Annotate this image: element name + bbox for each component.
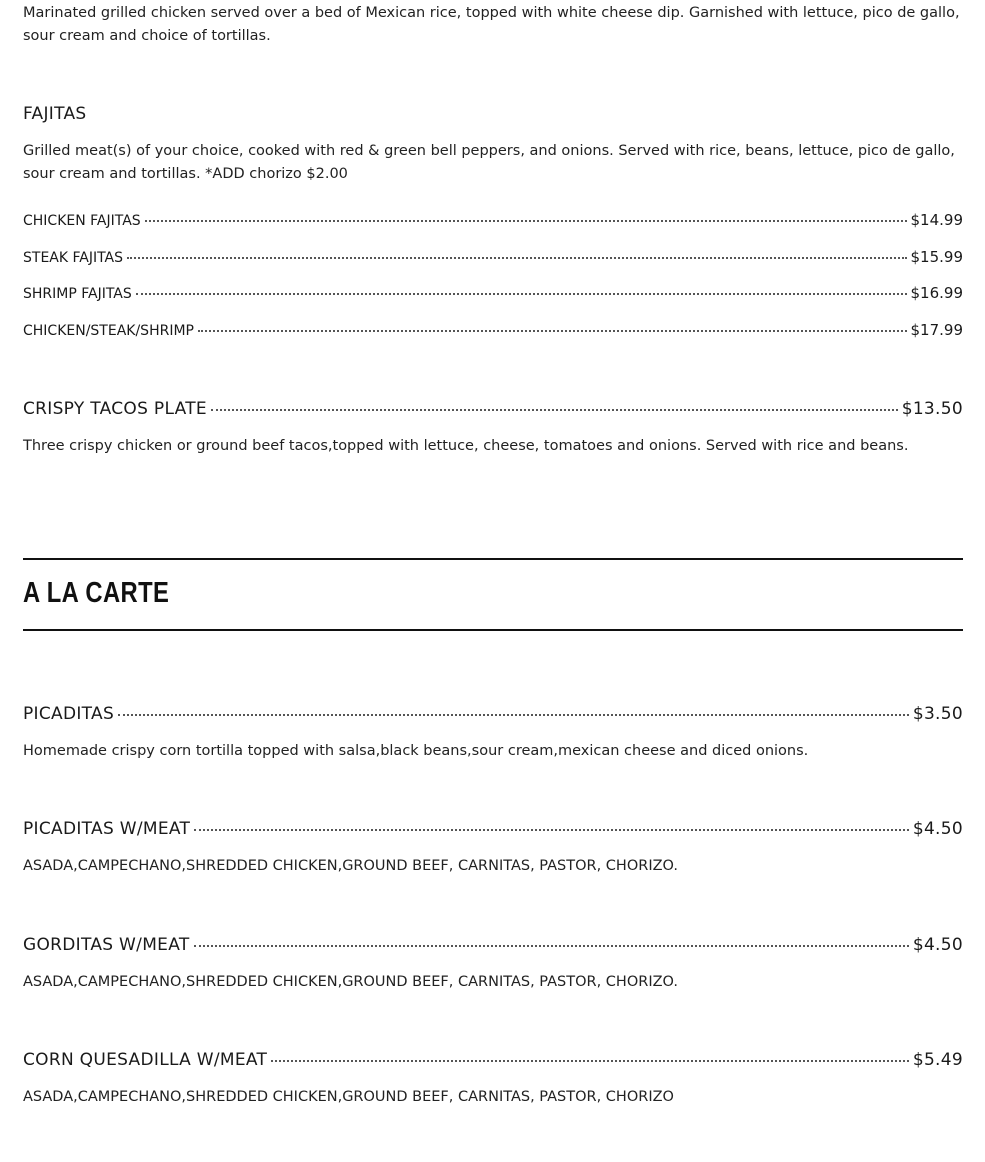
dot-leader xyxy=(118,714,909,716)
item-price: $4.50 xyxy=(912,819,963,839)
item-price: $13.50 xyxy=(901,399,963,419)
item-name: CORN QUESADILLA W/MEAT xyxy=(23,1050,268,1070)
item-description: ASADA,CAMPECHANO,SHREDDED CHICKEN,GROUND BEEF, CARNITAS, PASTOR, CHORIZO xyxy=(23,1089,674,1105)
item-name: STEAK FAJITAS xyxy=(23,250,124,266)
menu-item-crispy-tacos xyxy=(23,399,963,419)
menu-item-combo-fajitas xyxy=(23,321,963,339)
item-description: ASADA,CAMPECHANO,SHREDDED CHICKEN,GROUND BEEF, CARNITAS, PASTOR, CHORIZO. xyxy=(23,974,678,990)
item-price: $15.99 xyxy=(910,248,963,266)
item-price: $5.49 xyxy=(912,1050,963,1070)
item-name: PICADITAS xyxy=(23,704,115,724)
section-divider-bottom xyxy=(23,629,963,631)
item-name: CHICKEN FAJITAS xyxy=(23,213,141,229)
dot-leader xyxy=(194,945,909,947)
menu-item-shrimp-fajitas xyxy=(23,284,963,302)
section-divider-top xyxy=(23,558,963,560)
menu-item-picaditas xyxy=(23,704,963,724)
item-name: GORDITAS W/MEAT xyxy=(23,935,190,955)
item-price: $16.99 xyxy=(910,284,963,302)
item-price: $14.99 xyxy=(910,211,963,229)
item-name: PICADITAS W/MEAT xyxy=(23,819,191,839)
dot-leader xyxy=(211,409,898,411)
menu-item-gorditas-meat xyxy=(23,935,963,955)
dot-leader xyxy=(136,293,907,295)
item-description: Three crispy chicken or ground beef tacos,topped with lettuce, cheese, tomatoes and onions. Served with rice and beans. xyxy=(23,438,909,454)
dot-leader xyxy=(194,829,909,831)
item-description: ASADA,CAMPECHANO,SHREDDED CHICKEN,GROUND BEEF, CARNITAS, PASTOR, CHORIZO. xyxy=(23,858,678,874)
item-price: $17.99 xyxy=(910,321,963,339)
item-description: Marinated grilled chicken served over a bed of Mexican rice, topped with white cheese dip. Garnished with lettuce, pico de gallo, sour cream and choice of tortillas. xyxy=(23,5,960,44)
item-price: $3.50 xyxy=(912,704,963,724)
fajitas-description: Grilled meat(s) of your choice, cooked with red & green bell peppers, and onions. Served with rice, beans, lettuce, pico de gallo, sour cream and tortillas. *ADD chorizo $2.00 xyxy=(23,143,955,182)
dot-leader xyxy=(198,330,907,332)
item-description: Homemade crispy corn tortilla topped with salsa,black beans,sour cream,mexican cheese and diced onions. xyxy=(23,743,809,759)
dot-leader xyxy=(127,257,906,259)
menu-item-picaditas-meat xyxy=(23,819,963,839)
section-heading: A LA CARTE xyxy=(23,577,170,609)
item-price: $4.50 xyxy=(912,935,963,955)
dot-leader xyxy=(271,1060,909,1062)
menu-item-steak-fajitas xyxy=(23,248,963,266)
item-name: CRISPY TACOS PLATE xyxy=(23,399,207,419)
menu-item-chicken-fajitas xyxy=(23,211,963,229)
fajitas-title: FAJITAS xyxy=(23,104,87,124)
item-name: SHRIMP FAJITAS xyxy=(23,286,132,302)
menu-item-corn-quesadilla xyxy=(23,1050,963,1070)
item-name: CHICKEN/STEAK/SHRIMP xyxy=(23,323,194,339)
dot-leader xyxy=(145,220,907,222)
